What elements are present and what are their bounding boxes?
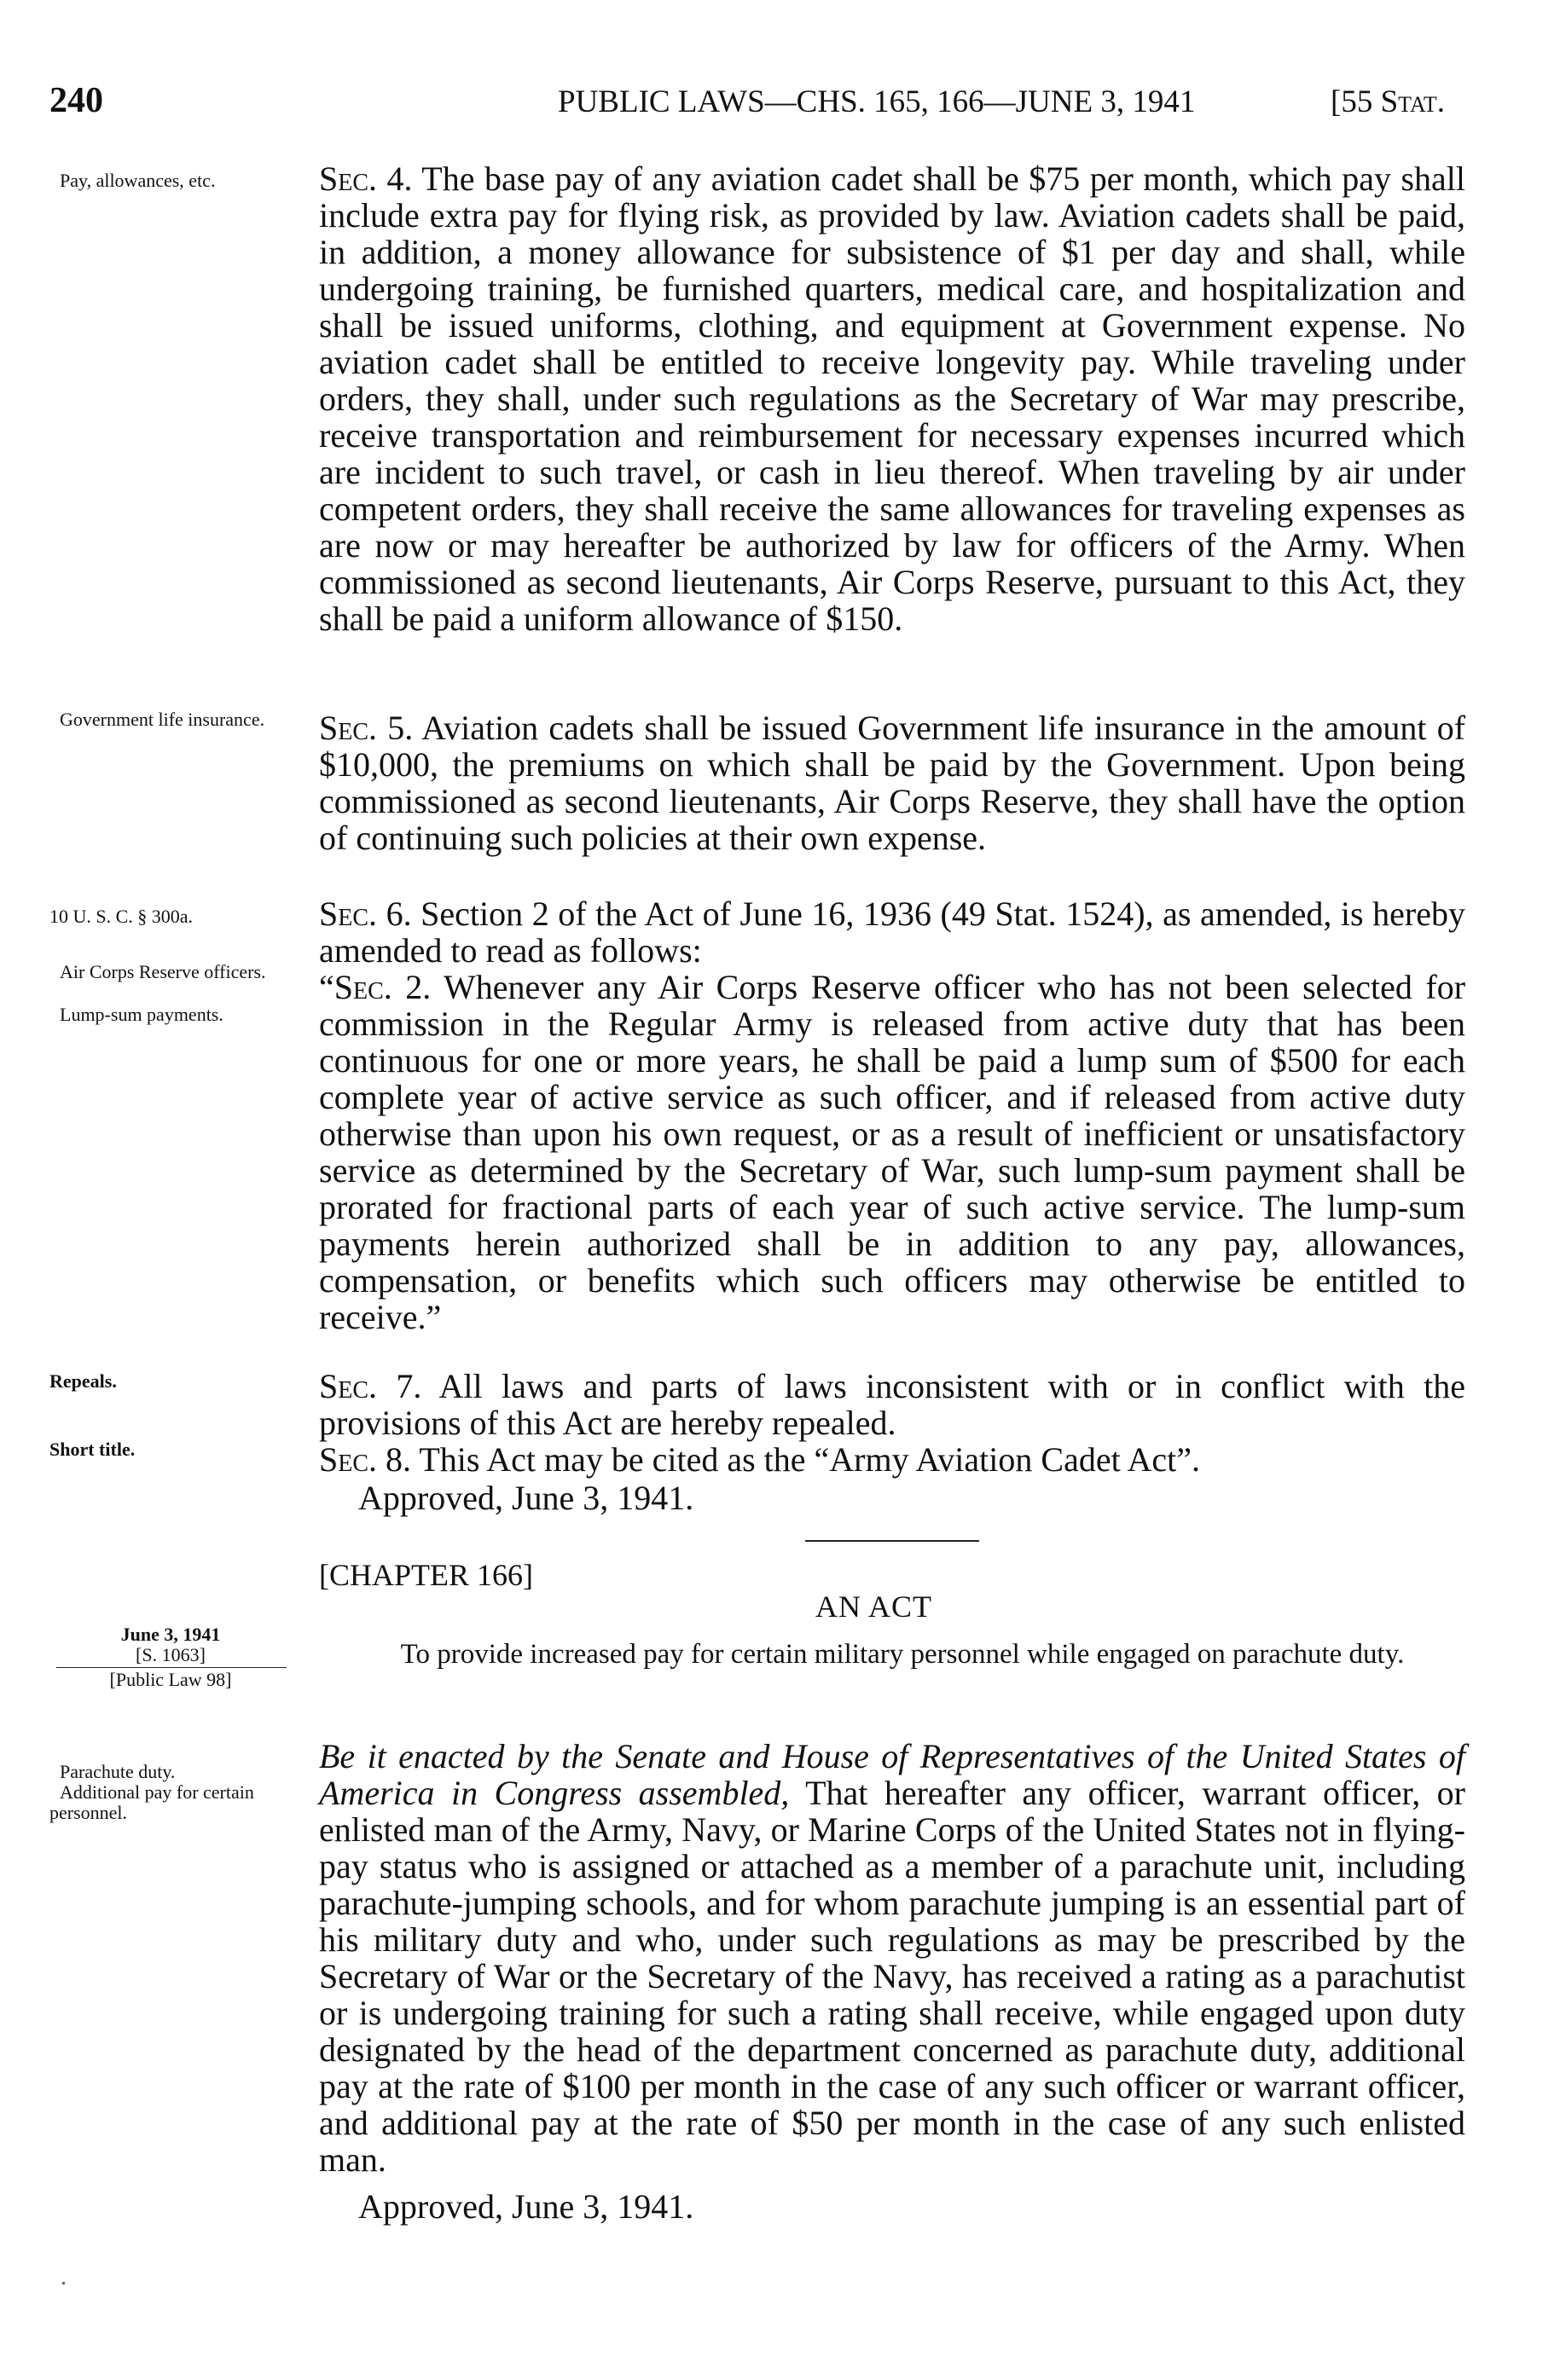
section-8 [319, 1441, 1465, 1478]
margin-rule [56, 1667, 287, 1668]
section-7-text: All laws and parts of laws inconsistent with or in conflict with the provisions of this Act are hereby repealed. [319, 1367, 1465, 1442]
section-4-label: Sec. 4. [319, 159, 413, 198]
margin-note-usc: 10 U. S. C. § 300a. [49, 906, 194, 927]
margin-note-repeals: Repeals. [49, 1370, 117, 1392]
section-7-label: Sec. 7. [319, 1367, 422, 1405]
margin-note-bill: [S. 1063] [136, 1644, 206, 1665]
act-title: AN ACT [815, 1590, 933, 1624]
margin-note-reserve: Air Corps Reserve officers. [60, 961, 266, 982]
page-number: 240 [49, 81, 103, 120]
section-4-text: The base pay of any aviation cadet shall be $75 per month, which pay shall include extra pay for flying risk, as provided by law. Aviation cadets shall be paid, in addition, a money allowance for subsistence of $1 per day and shall, while undergoing training, be furnished quarters, medical care, and hospitalization and shall be issued uniforms, clothing, and equipment at Government expense. No aviation cadet shall be entitled to receive longevity pay. While traveling under orders, they shall, under such regulations as the Secretary of War may prescribe, receive transportation and reimbursement for necessary expenses incurred which are incident to such travel, or cash in lieu thereof. When traveling by air under competent orders, they shall receive the same allowances for traveling expenses as are now or may hereafter be authorized by law for officers of the Army. When commissioned as second lieutenants, Air Corps Reserve, pursuant to this Act, they shall be paid a uniform allowance of $150. [319, 159, 1466, 638]
section-6-text: Section 2 of the Act of June 16, 1936 (49 Stat. 1524), as amended, is hereby amended to read as follows: [319, 895, 1465, 970]
section-8-text: This Act may be cited as the “Army Aviation Cadet Act”. [419, 1440, 1200, 1479]
amended-section-2 [319, 969, 1465, 1335]
chapter-166-body [319, 1738, 1465, 2178]
enacting-clause: Be it enacted by the Senate and House of Representatives of the United States of America in Congress assembled, [319, 1737, 1465, 1812]
approved-chapter-166: Approved, June 3, 1941. [358, 2187, 694, 2226]
chapter-label: [CHAPTER 166] [319, 1558, 533, 1592]
section-5-text: Aviation cadets shall be issued Government life insurance in the amount of $10,000, the premiums on which shall be paid by the Government. Upon being commissioned as second lieutenants, Air Corps Reserve, they shall have the option of continuing such policies at their own expense. [319, 709, 1466, 857]
act-purpose: To provide increased pay for certain military personnel while engaged on parachute duty. [400, 1639, 1405, 1670]
margin-note-insurance: Government life insurance. [60, 709, 265, 730]
margin-note-date: June 3, 1941 [120, 1624, 221, 1645]
chapter-166-text: That hereafter any officer, warrant officer, or enlisted man of the Army, Navy, or Marine Corps of the United States not in flying-pay status who is assigned or attached as a member of a parachute unit, including parachute-jumping schools, and for whom parachute jumping is an essential part of his military duty and who, under such regulations as may be prescribed by the Secretary of War or the Secretary of the Navy, has received a rating as a parachutist or is undergoing training for such a rating shall receive, while engaged upon duty designated by the head of the department concerned as parachute duty, additional pay at the rate of $100 per month in the case of any such officer or warrant officer, and additional pay at the rate of $50 per month in the case of any such enlisted man. [319, 1774, 1465, 2179]
margin-note-short-title: Short title. [49, 1439, 136, 1460]
approved-chapter-165: Approved, June 3, 1941. [358, 1479, 694, 1517]
section-4 [319, 160, 1465, 637]
scan-speck [62, 2282, 65, 2284]
margin-note-pay: Pay, allowances, etc. [60, 170, 216, 191]
section-6 [319, 895, 1465, 969]
margin-note-public-law: [Public Law 98] [109, 1669, 232, 1690]
amended-section-2-label: “Sec. 2. [319, 968, 432, 1006]
chapter-separator [805, 1540, 979, 1542]
section-7 [319, 1368, 1465, 1441]
margin-note-additional-pay: Additional pay for certain personnel. [49, 1781, 254, 1823]
volume-reference: [55 Stat. [1331, 84, 1445, 119]
section-6-label: Sec. 6. [319, 895, 412, 933]
section-5-label: Sec. 5. [319, 709, 414, 747]
running-title: PUBLIC LAWS—CHS. 165, 166—JUNE 3, 1941 [558, 84, 1196, 119]
section-5 [319, 709, 1465, 856]
amended-section-2-text: Whenever any Air Corps Reserve officer who has not been selected for commission in the Regular Army is released from active duty that has been continuous for one or more years, he shall be paid a lump sum of $500 for each complete year of active service as such officer, and if released from active duty otherwise than upon his own request, or as a result of inefficient or unsatisfactory service as determined by the Secretary of War, such lump-sum payment shall be prorated for fractional parts of each year of such active service. The lump-sum payments herein authorized shall be in addition to any pay, allowances, compensation, or benefits which such officers may otherwise be entitled to receive.” [319, 968, 1466, 1336]
margin-note-lumpsum: Lump-sum payments. [60, 1004, 223, 1025]
section-8-label: Sec. 8. [319, 1440, 412, 1479]
margin-note-parachute-duty: Parachute duty. [60, 1761, 176, 1782]
